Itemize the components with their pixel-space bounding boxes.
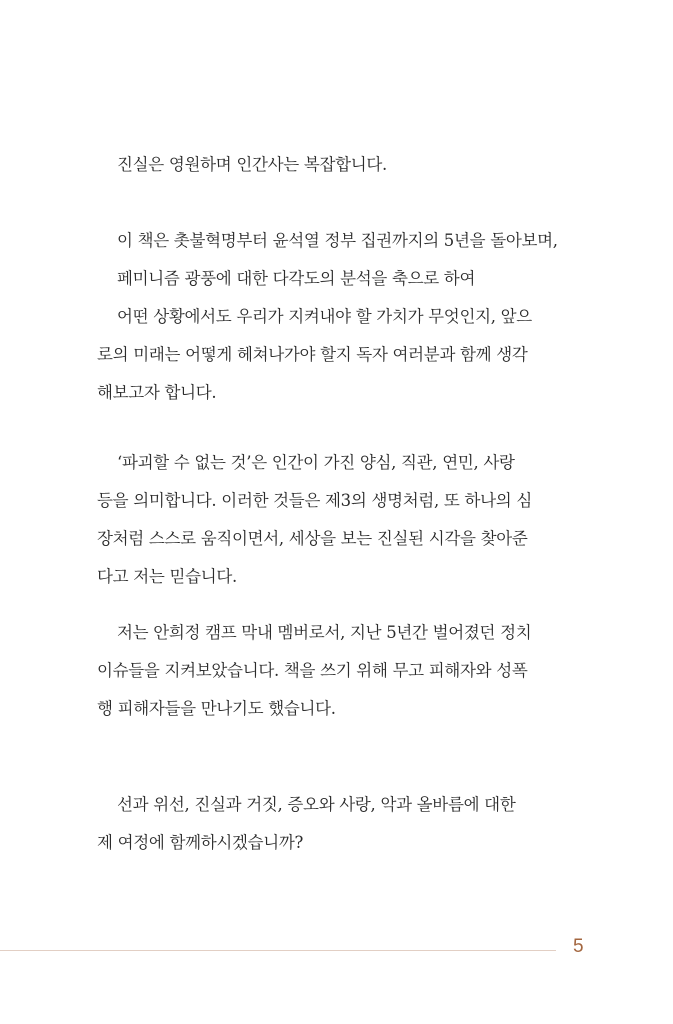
text-line: 페미니즘 광풍에 대한 다각도의 분석을 축으로 하여 [117,269,476,288]
text-line: 진실은 영원하며 인간사는 복잡합니다. [117,155,388,174]
page-number: 5 [573,936,584,957]
text-line: 선과 위선, 진실과 거짓, 증오와 사랑, 악과 올바름에 대한 [117,795,516,814]
text-line: 이슈들을 지켜보았습니다. 책을 쓰기 위해 무고 피해자와 성폭 [97,661,528,680]
text-line: 제 여정에 함께하시겠습니까? [97,833,304,852]
text-line: ‘파괴할 수 없는 것’은 인간이 가진 양심, 직관, 연민, 사랑 [117,453,515,472]
paragraph-author-background [97,614,531,728]
footer-divider [0,950,556,951]
text-line: 어떤 상황에서도 우리가 지켜내야 할 가치가 무엇인지, 앞으 [117,307,532,326]
paragraph-indestructible [97,444,532,596]
text-line: 이 책은 촛불혁명부터 윤석열 정부 집권까지의 5년을 돌아보며, [117,231,558,250]
text-line: 해보고자 합니다. [97,383,217,402]
text-line: 행 피해자들을 만나기도 했습니다. [97,699,336,718]
text-line: 저는 안희정 캠프 막내 멤버로서, 지난 5년간 벌어졌던 정치 [117,623,532,642]
paragraph-invitation [97,786,515,862]
text-line: 로의 미래는 어떻게 헤쳐나가야 할지 독자 여러분과 함께 생각 [97,345,528,364]
text-line: 다고 저는 믿습니다. [97,567,237,586]
text-line: 등을 의미합니다. 이러한 것들은 제3의 생명처럼, 또 하나의 심 [97,491,532,510]
text-line: 장처럼 스스로 움직이면서, 세상을 보는 진실된 시각을 찾아준 [97,529,528,548]
paragraph-opening [97,146,387,184]
paragraph-book-purpose [97,222,558,412]
